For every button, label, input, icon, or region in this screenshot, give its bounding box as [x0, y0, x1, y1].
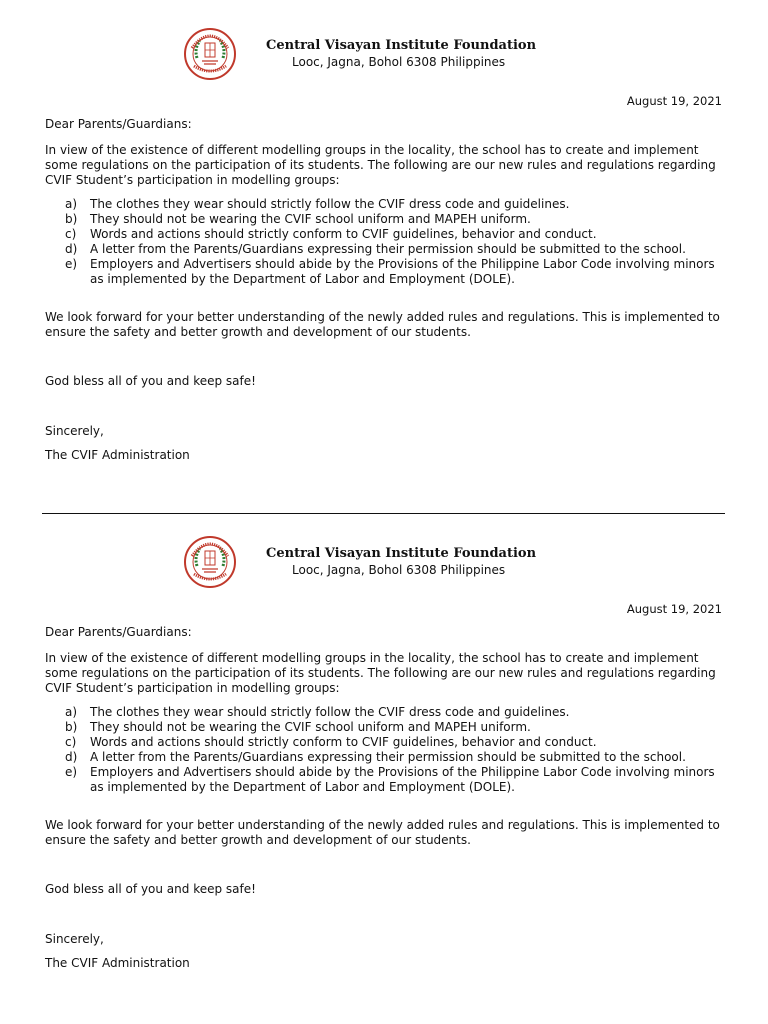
list-marker: b)	[65, 212, 78, 226]
list-item	[45, 227, 725, 242]
school-name: Central Visayan Institute Foundation	[266, 546, 537, 561]
list-item	[45, 257, 725, 287]
sincerely: Sincerely,	[45, 424, 104, 438]
rule-text: Words and actions should strictly conform to CVIF guidelines, behavior and conduct.	[90, 227, 597, 241]
list-marker: c)	[65, 227, 77, 241]
rule-text: Words and actions should strictly conform to CVIF guidelines, behavior and conduct.	[90, 735, 597, 749]
rule-text: They should not be wearing the CVIF school uniform and MAPEH uniform.	[90, 720, 531, 734]
school-address: Looc, Jagna, Bohol 6308 Philippines	[292, 55, 506, 69]
list-item	[45, 197, 725, 212]
list-marker: a)	[65, 197, 78, 211]
rule-text: A letter from the Parents/Guardians expressing their permission should be submitted to the school.	[90, 750, 686, 764]
school-seal-icon	[184, 536, 236, 588]
blessing: God bless all of you and keep safe!	[45, 374, 256, 388]
closing-paragraph: We look forward for your better understanding of the newly added rules and regulations. This is implemented to ensure the safety and better growth and development of our students.	[45, 310, 720, 339]
school-address: Looc, Jagna, Bohol 6308 Philippines	[292, 563, 506, 577]
list-marker: c)	[65, 735, 77, 749]
rules-list	[45, 197, 725, 287]
blessing: God bless all of you and keep safe!	[45, 882, 256, 896]
letterhead	[184, 536, 604, 588]
rules-list	[45, 705, 725, 795]
list-item	[45, 212, 725, 227]
closing-paragraph: We look forward for your better understanding of the newly added rules and regulations. This is implemented to ensure the safety and better growth and development of our students.	[45, 818, 720, 847]
school-name: Central Visayan Institute Foundation	[266, 38, 537, 53]
rule-text: The clothes they wear should strictly follow the CVIF dress code and guidelines.	[90, 705, 570, 719]
sincerely: Sincerely,	[45, 932, 104, 946]
list-marker: d)	[65, 242, 78, 256]
signature: The CVIF Administration	[45, 956, 190, 970]
greeting: Dear Parents/Guardians:	[45, 117, 192, 131]
list-item	[45, 765, 725, 795]
rule-text: Employers and Advertisers should abide by the Provisions of the Philippine Labor Code involving minors as implemented by the Department of Labor and Employment (DOLE).	[90, 765, 715, 794]
rule-text: A letter from the Parents/Guardians expressing their permission should be submitted to the school.	[90, 242, 686, 256]
list-item	[45, 735, 725, 750]
list-item	[45, 720, 725, 735]
rule-text: They should not be wearing the CVIF school uniform and MAPEH uniform.	[90, 212, 531, 226]
rule-text: The clothes they wear should strictly follow the CVIF dress code and guidelines.	[90, 197, 570, 211]
letter-copy-2	[0, 508, 768, 1008]
letterhead	[184, 28, 604, 80]
greeting: Dear Parents/Guardians:	[45, 625, 192, 639]
signature: The CVIF Administration	[45, 448, 190, 462]
list-marker: e)	[65, 765, 78, 779]
rule-text: Employers and Advertisers should abide by the Provisions of the Philippine Labor Code involving minors as implemented by the Department of Labor and Employment (DOLE).	[90, 257, 715, 286]
letter-copy-1	[0, 0, 768, 500]
intro-paragraph: In view of the existence of different modelling groups in the locality, the school has to create and implement some regulations on the participation of its students. The following are our new rules and regulations regarding CVIF Student’s participation in modelling groups:	[45, 651, 716, 695]
list-item	[45, 705, 725, 720]
list-marker: e)	[65, 257, 78, 271]
list-item	[45, 242, 725, 257]
list-marker: b)	[65, 720, 78, 734]
letter-date: August 19, 2021	[626, 602, 722, 616]
list-marker: a)	[65, 705, 78, 719]
intro-paragraph: In view of the existence of different modelling groups in the locality, the school has to create and implement some regulations on the participation of its students. The following are our new rules and regulations regarding CVIF Student’s participation in modelling groups:	[45, 143, 716, 187]
letter-date: August 19, 2021	[626, 94, 722, 108]
list-item	[45, 750, 725, 765]
list-marker: d)	[65, 750, 78, 764]
school-seal-icon	[184, 28, 236, 80]
